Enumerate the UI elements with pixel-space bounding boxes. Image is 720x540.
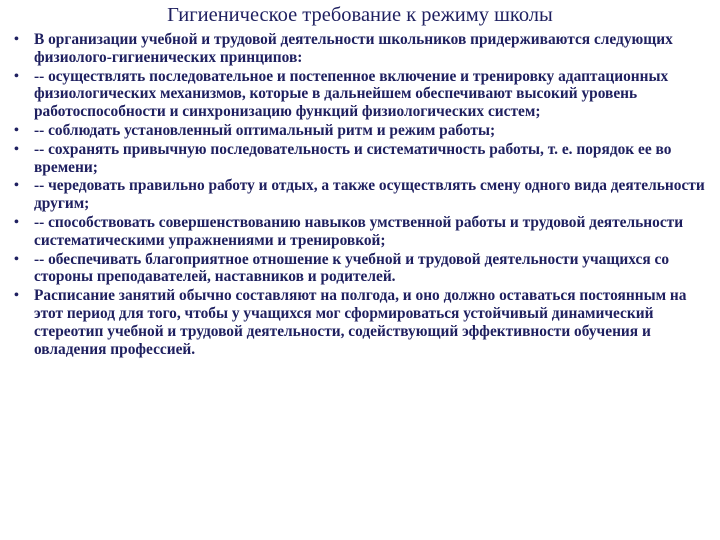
bullet-point-icon: • — [14, 32, 19, 47]
bullet-item-skills — [14, 214, 714, 250]
bullet-text: -- сохранять привычную последовательность и систематичность работы, т. е. порядок ее во времени; — [34, 140, 672, 176]
bullet-item-principles-intro — [14, 31, 714, 67]
bullet-item-work-rest — [14, 177, 714, 213]
bullet-point-icon: • — [14, 178, 19, 194]
bullet-text: Расписание занятий обычно составляют на полгода, и оно должно оставаться постоянным на этот период для того, чтобы у учащихся мог сформироваться устойчивый динамический стереотип учебной и трудовой деятельности, содействующий эффективности обучения и овладения профессией. — [34, 287, 687, 358]
bullet-point-icon: • — [14, 68, 19, 84]
slide-title: Гигиеническое требование к режиму школы — [167, 4, 553, 26]
bullet-text: -- осуществлять последовательное и постепенное включение и тренировку адаптационных физиологических механизмов, которые в дальнейшем обеспечивают высокий уровень работоспособности и синхронизацию функций физиологических систем; — [34, 67, 669, 121]
bullet-item-schedule — [14, 287, 714, 358]
bullet-item-rhythm — [14, 122, 714, 140]
bullet-point-icon: • — [14, 141, 19, 157]
bullet-point-icon: • — [14, 122, 19, 138]
bullet-text: -- способствовать совершенствованию навыков умственной работы и трудовой деятельности систематическими упражнениями и тренировкой; — [34, 213, 684, 249]
bullet-text: -- обеспечивать благоприятное отношение к учебной и трудовой деятельности учащихся со стороны преподавателей, наставников и родителей. — [34, 250, 670, 286]
bullet-list — [14, 31, 714, 358]
bullet-text: В организации учебной и трудовой деятельности школьников придерживаются следующих физиолого-гигиенических принципов: — [34, 31, 673, 66]
bullet-item-adaptation — [14, 68, 714, 121]
bullet-item-sequence — [14, 141, 714, 177]
bullet-point-icon: • — [14, 288, 19, 304]
bullet-point-icon: • — [14, 214, 19, 230]
bullet-text: -- соблюдать установленный оптимальный ритм и режим работы; — [34, 121, 496, 139]
bullet-item-attitude — [14, 251, 714, 287]
bullet-text: -- чередовать правильно работу и отдых, а также осуществлять смену одного вида деятельности другим; — [34, 177, 705, 213]
bullet-point-icon: • — [14, 251, 19, 267]
